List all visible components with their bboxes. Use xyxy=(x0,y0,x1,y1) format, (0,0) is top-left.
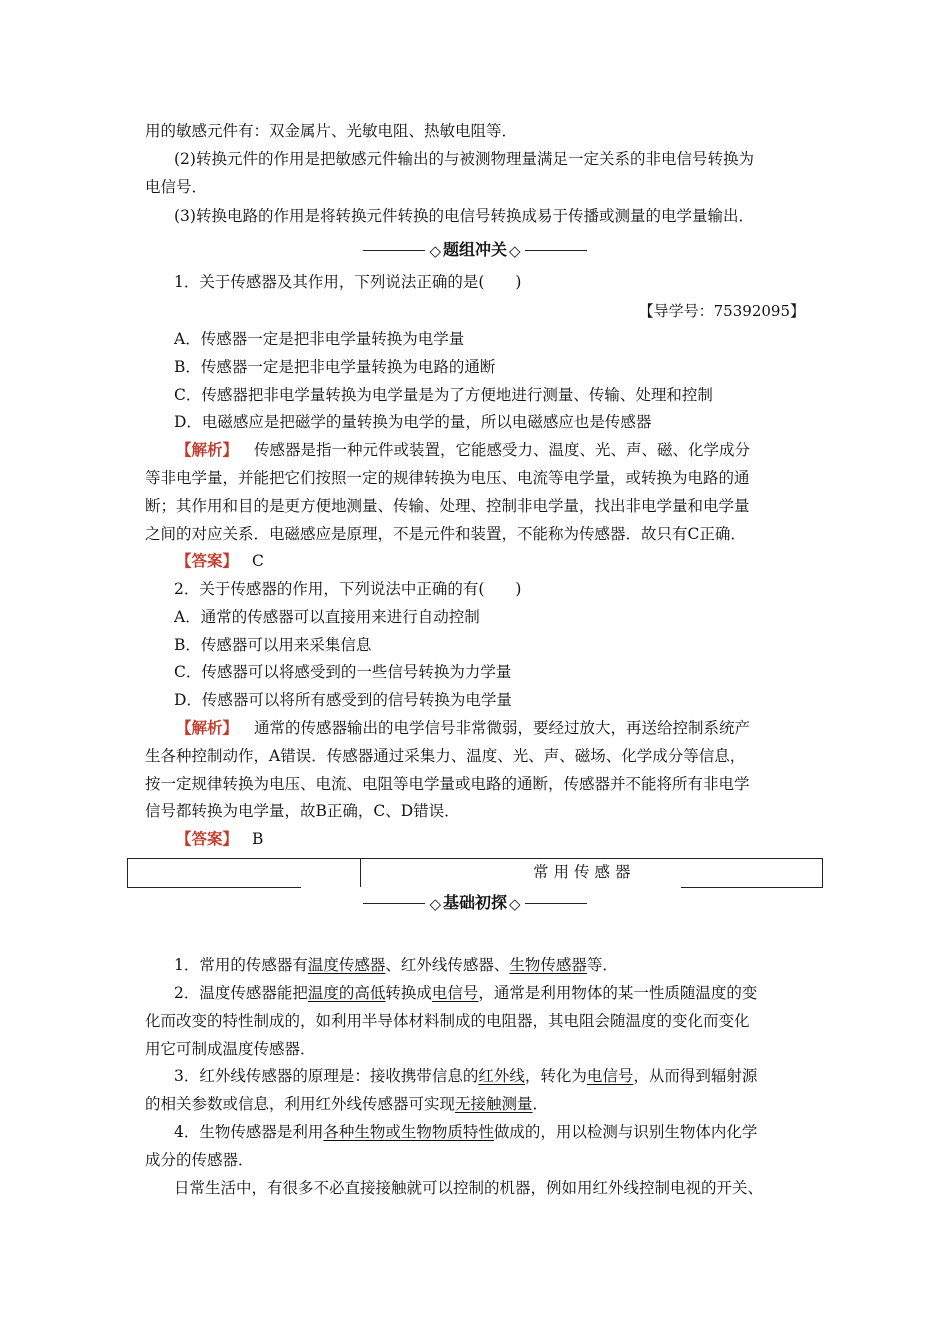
fill-blank: 生物传感器 xyxy=(509,956,587,974)
section-heading-jichu xyxy=(0,892,950,915)
intro-line-1: 用的敏感元件有：双金属片、光敏电阻、热敏电阻等． xyxy=(145,122,518,140)
intro-line-4: (3)转换电路的作用是将转换元件转换的电信号转换成易于传播或测量的电学量输出． xyxy=(174,207,754,225)
text: 3．红外线传感器的原理是：接收携带信息的 xyxy=(174,1067,479,1085)
q2-answer xyxy=(176,829,856,849)
p3-line-2 xyxy=(145,1094,825,1114)
diamond-icon: ◇ xyxy=(429,241,441,260)
p1-line-1 xyxy=(174,955,824,975)
text: 的相关参数或信息，利用红外线传感器可实现 xyxy=(145,1095,456,1113)
q1-option-b: B．传感器一定是把非电学量转换为电路的通断 xyxy=(174,358,496,376)
answer-tag: 【答案】 xyxy=(176,829,239,848)
section-heading-tizu xyxy=(0,239,950,262)
intro-line-2: (2)转换元件的作用是把敏感元件输出的与被测物理量满足一定关系的非电信号转换为 xyxy=(174,150,754,168)
p4-line-2: 成分的传感器． xyxy=(145,1151,254,1169)
text: ，通常是利用物体的某一性质随温度的变 xyxy=(478,984,758,1002)
fill-blank: 无接触测量 xyxy=(455,1095,533,1113)
diamond-icon: ◇ xyxy=(509,894,521,913)
text: 等． xyxy=(586,956,618,974)
q1-analysis-line-1 xyxy=(176,440,856,460)
heading-rule-right xyxy=(525,903,587,904)
q2-analysis-line-4: 信号都转换为电学量，故B正确，C、D错误． xyxy=(145,802,460,820)
q2-analysis-line-3: 按一定规律转换为电压、电流、电阻等电学量或电路的通断，传感器并不能将所有非电学 xyxy=(145,775,750,793)
box-border-top xyxy=(127,858,823,859)
q1-option-c: C．传感器把非电学量转换为电学量是为了方便地进行测量、传输、处理和控制 xyxy=(174,386,713,404)
diamond-icon: ◇ xyxy=(429,894,441,913)
q1-option-a: A．传感器一定是把非电学量转换为电学量 xyxy=(174,330,465,348)
section-title: 题组冲关 xyxy=(442,240,507,259)
intro-line-3: 电信号． xyxy=(145,178,208,196)
q2-analysis-line-2: 生各种控制动作，A错误．传感器通过采集力、温度、光、声、磁场、化学成分等信息， xyxy=(145,747,746,765)
text: ，从而得到辐射源 xyxy=(633,1067,758,1085)
q2-option-b: B．传感器可以用来采集信息 xyxy=(174,636,372,654)
analysis-tag: 【解析】 xyxy=(176,718,239,737)
q1-option-d: D．电磁感应是把磁学的量转换为电学的量，所以电磁感应也是传感器 xyxy=(174,413,652,431)
q1-analysis-line-3: 断；其作用和目的是更方便地测量、传输、处理、控制非电学量，找出非电学量和电学量 xyxy=(145,497,750,515)
text: 2．温度传感器能把 xyxy=(174,984,308,1002)
analysis-text: 通常的传感器输出的电学信号非常微弱，要经过放大，再送给控制系统产 xyxy=(254,719,751,737)
fill-blank: 电信号 xyxy=(431,984,479,1002)
box-divider xyxy=(360,858,361,887)
fill-blank: 温度的高低 xyxy=(307,984,386,1002)
diamond-icon: ◇ xyxy=(509,241,521,260)
p2-line-1 xyxy=(174,983,824,1003)
answer-value: C xyxy=(252,552,264,570)
q2-analysis-line-1 xyxy=(176,718,856,738)
q2-option-c: C．传感器可以将感受到的一些信号转换为力学量 xyxy=(174,663,512,681)
heading-rule-left xyxy=(363,903,425,904)
text: 做成的，用以检测与识别生物体内化学 xyxy=(493,1123,758,1141)
q2-option-a: A．通常的传感器可以直接用来进行自动控制 xyxy=(174,608,480,626)
box-border-bottom-left xyxy=(127,887,301,888)
heading-rule-left xyxy=(363,250,425,251)
p3-line-1 xyxy=(174,1066,824,1086)
box-border-left xyxy=(127,858,128,887)
analysis-text: 传感器是指一种元件或装置，它能感受力、温度、光、声、磁、化学成分 xyxy=(254,441,751,459)
q2-stem: 2．关于传感器的作用，下列说法中正确的有( ) xyxy=(174,580,522,598)
section-title: 基础初探 xyxy=(442,893,507,912)
p4-line-1 xyxy=(174,1122,824,1142)
analysis-tag: 【解析】 xyxy=(176,440,239,459)
q1-analysis-line-4: 之间的对应关系．电磁感应是原理，不是元件和装置，不能称为传感器．故只有C正确． xyxy=(145,525,746,543)
text: ，转化为 xyxy=(524,1067,587,1085)
q1-ref-number: 【导学号：75392095】 xyxy=(638,302,805,320)
section-title-box xyxy=(127,858,823,887)
box-border-bottom-right xyxy=(681,887,823,888)
heading-rule-right xyxy=(525,250,587,251)
answer-tag: 【答案】 xyxy=(176,551,239,570)
p2-line-2: 化而改变的特性制成的，如利用半导体材料制成的电阻器，其电阻会随温度的变化而变化 xyxy=(145,1012,750,1030)
q2-option-d: D．传感器可以将所有感受到的信号转换为电学量 xyxy=(174,691,512,709)
q1-analysis-line-2: 等非电学量，并能把它们按照一定的规律转换为电压、电流等电学量，或转换为电路的通 xyxy=(145,469,750,487)
p5-line-1: 日常生活中，有很多不必直接接触就可以控制的机器，例如用红外线控制电视的开关、 xyxy=(174,1179,764,1197)
text: ． xyxy=(532,1095,549,1113)
q1-stem: 1．关于传感器及其作用，下列说法正确的是( ) xyxy=(174,273,522,291)
box-border-right xyxy=(822,858,823,887)
box-title: 常用传感器 xyxy=(533,863,636,881)
text: 转换成 xyxy=(385,984,432,1002)
fill-blank: 红外线 xyxy=(478,1067,525,1085)
text: 1．常用的传感器有 xyxy=(174,956,308,974)
fill-blank: 各种生物或生物物质特性 xyxy=(323,1123,494,1141)
text: 、红外线传感器、 xyxy=(385,956,510,974)
fill-blank: 温度传感器 xyxy=(307,956,386,974)
answer-value: B xyxy=(252,830,264,848)
fill-blank: 电信号 xyxy=(586,1067,634,1085)
p2-line-3: 用它可制成温度传感器． xyxy=(145,1040,316,1058)
q1-answer xyxy=(176,551,856,571)
text: 4．生物传感器是利用 xyxy=(174,1123,324,1141)
